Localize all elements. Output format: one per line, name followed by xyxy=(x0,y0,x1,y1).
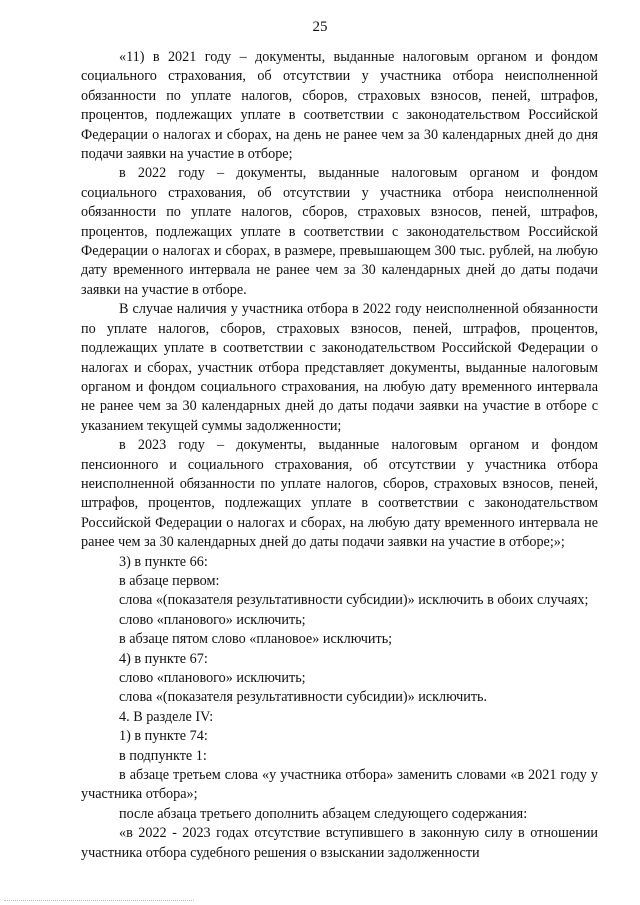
paragraph-2022-debt-case: В случае наличия у участника отбора в 2022 году неисполненной обязанности по уплате налогов, сборов, страховых взносов, пеней, штрафов, процентов, подлежащих уплате в соответствии с законодательством Российской Федерации о налогах и сборах, участник отбора представляет документы, выданные налоговым органом и фондом социального страхования, на любую дату временного интервала не ранее чем за 30 календарных дней до даты подачи заявки на участие в отборе с указанием текущей суммы задолженности; xyxy=(81,301,598,434)
paragraph-item-66: 3) в пункте 66: xyxy=(119,553,208,570)
paragraph-first-subparagraph: в абзаце первом: xyxy=(119,572,220,589)
paragraph-2022-documents: в 2022 году – документы, выданные налоговым органом и фондом социального страхования, об отсутствии у участника отбора неисполненной обязанности по уплате налогов, сборов, страховых взносов, пеней, штрафов, процентов, подлежащих уплате в соответствии с законодательством Российской Федерации о налогах и сборах, в размере, превышающем 300 тыс. рублей, на любую дату временного интервала не ранее чем за 30 календарных дней до даты подачи заявки на участие в отборе. xyxy=(81,165,598,298)
paragraph-add-subparagraph: после абзаца третьего дополнить абзацем следующего содержания: xyxy=(119,805,528,822)
paragraph-word-planned-exclude: слово «планового» исключить; xyxy=(119,611,306,628)
paragraph-item-67: 4) в пункте 67: xyxy=(119,650,208,667)
scan-footer-mark xyxy=(4,898,194,901)
page-number: 25 xyxy=(312,19,328,35)
paragraph-word-planned-exclude-2: слово «планового» исключить; xyxy=(119,670,306,686)
paragraph-item-74: 1) в пункте 74: xyxy=(119,728,208,745)
paragraph-2022-2023-court-decision: «в 2022 - 2023 годах отсутствие вступившего в законную силу в отношении участника отбора судебного решения о взыскании задолженности xyxy=(81,825,598,861)
paragraph-clause-11-2021: «11) в 2021 году – документы, выданные налоговым органом и фондом социального страхования, об отсутствии у участника отбора неисполненной обязанности по уплате налогов, сборов, страховых взносов, пеней, штрафов, процентов, подлежащих уплате в соответствии с законодательством Российской Федерации о налогах и сборах, на день не ранее чем за 30 календарных дней до дня подачи заявки на участие в отборе; xyxy=(81,49,598,163)
paragraph-section-iv: 4. В разделе IV: xyxy=(119,708,214,725)
paragraph-fifth-subparagraph: в абзаце пятом слово «плановое» исключить; xyxy=(119,631,393,648)
paragraph-third-subparagraph-replace: в абзаце третьем слова «у участника отбора» заменить словами «в 2021 году у участника отбора»; xyxy=(81,767,598,803)
paragraph-subitem-1: в подпункте 1: xyxy=(119,747,207,764)
document-body xyxy=(81,48,598,863)
paragraph-2023-documents: в 2023 году – документы, выданные налоговым органом и фондом пенсионного и социального страхования, об отсутствии у участника отбора неисполненной обязанности по уплате налогов, сборов, страховых взносов, пеней, штрафов, процентов, подлежащих уплате в соответствии с законодательством Российской Федерации о налогах и сборах, на любую дату временного интервала не ранее чем за 30 календарных дней до даты подачи заявки на участие в отборе;»; xyxy=(81,437,598,551)
paragraph-words-exclude: слова «(показателя результативности субсидии)» исключить в обоих случаях; xyxy=(119,592,589,609)
paragraph-words-exclude-2: слова «(показателя результативности субсидии)» исключить. xyxy=(119,689,488,706)
